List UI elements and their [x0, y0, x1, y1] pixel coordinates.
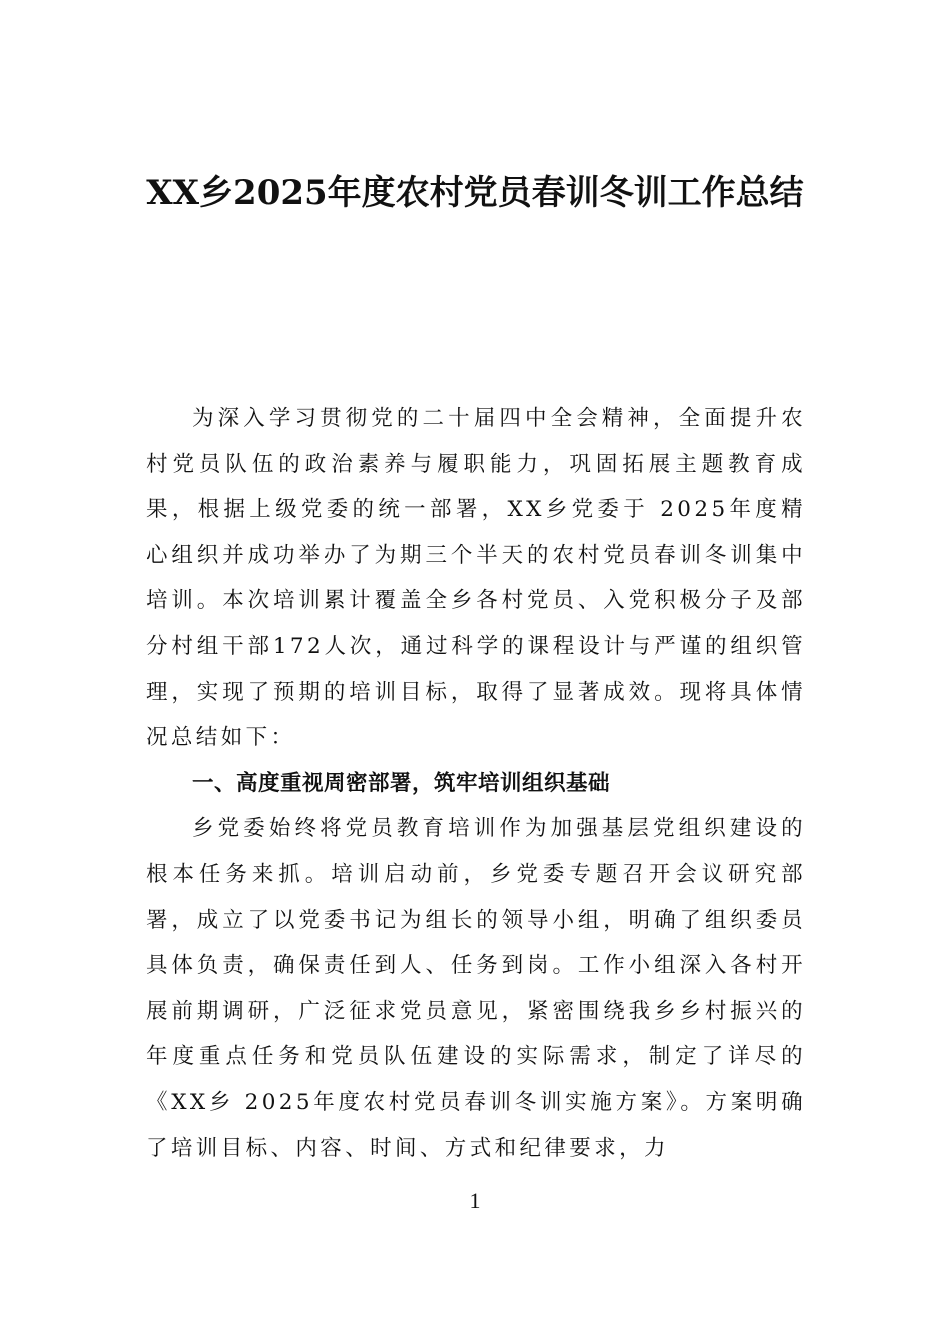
document-title: XX乡2025年度农村党员春训冬训工作总结 — [146, 173, 804, 213]
page-number: 1 — [469, 1188, 481, 1213]
document-body — [146, 396, 806, 1171]
intro-paragraph: 为深入学习贯彻党的二十届四中全会精神，全面提升农村党员队伍的政治素养与履职能力，巩固拓展主题教育成果，根据上级党委的统一部署，XX乡党委于 2025年度精心组织并成功举办了为期三个半天的农村党员春训冬训集中培训。本次培训累计覆盖全乡各村党员、入党积极分子及部分村组干部172人次，通过科学的课程设计与严谨的组织管理，实现了预期的培训目标，取得了显著成效。现将具体情况总结如下： — [146, 406, 806, 751]
section-1-paragraph: 乡党委始终将党员教育培训作为加强基层党组织建设的根本任务来抓。培训启动前，乡党委专题召开会议研究部署，成立了以党委书记为组长的领导小组，明确了组织委员具体负责，确保责任到人、任务到岗。工作小组深入各村开展前期调研，广泛征求党员意见，紧密围绕我乡乡村振兴的年度重点任务和党员队伍建设的实际需求，制定了详尽的《XX乡 2025年度农村党员春训冬训实施方案》。方案明确了培训目标、内容、时间、方式和纪律要求，力 — [146, 816, 806, 1161]
section-heading-1: 一、高度重视周密部署，筑牢培训组织基础 — [192, 770, 611, 796]
